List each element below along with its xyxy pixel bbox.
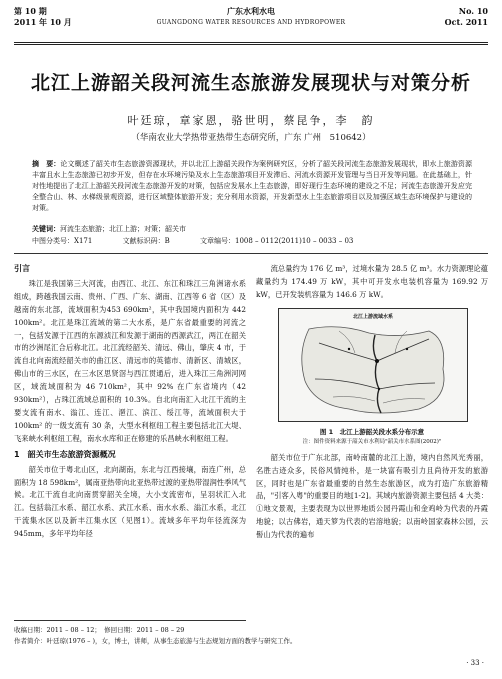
figure-caption: 图 1 北江上游韶关段水系分布示意 <box>319 427 425 436</box>
right-bottom-paragraph: 韶关市位于广东北部，南岭南麓的北江上游，境内自然风光秀丽，名胜古迹众多，民俗风情纯朴，是一块富有吸引力且尚待开发的旅游区，同时也是广东省最重要的自然生态旅游区，成为打造广东旅游精品，"引客入粤"的重要目的地[1-2]。其域内旅游资源主要包括 4 大类：①地文景观，主要表现为以世界地质公园丹霞山和金鸡岭为代表的丹霞地貌；以古佛岩，通天箩为代表的岩溶地貌；以南岭国家森林公园，云髻山为代表的遍布 <box>256 452 488 540</box>
header-issue-en: No. 10 <box>458 6 488 16</box>
doc-code: 文献标识码：B <box>122 237 170 245</box>
intro-heading: 引言 <box>14 264 30 273</box>
journal-name-en: GUANGDONG WATER RESOURCES AND HYDROPOWER <box>156 19 346 26</box>
paper-title: 北江上游韶关段河流生态旅游发展现状与对策分析 <box>30 72 471 94</box>
affiliation: （华南农业大学热带亚热带生态研究所，广东 广州 510642） <box>131 133 371 143</box>
river-system-map <box>278 308 468 422</box>
intro-paragraph: 珠江是我国第三大河流，由西江、北江、东江和珠江三角洲诸水系组成，跨越我国云南、贵州、广西、广东、湖南、江西等 6 省（区）及越南的东北部，流域面积为453 690km²，其中我国境内面积为 442 100km²。北江是珠江流域的第二大水系，是广东省最重要的河流之一，包括发源于江西的东源浈江和发源于湖南的西源武江，两江在韶关市的沙洲尾汇合后称北江。北江流经韶关、清远、佛山，肇庆 4 市，于流自北向南流经韶关市的曲江区、清远市的英德市、清新区、清城区，佛山市的三水区，在三水区思贤滘与西江贯通后，进入珠江三角洲河网区，域流域面积为 46 710km²，其中 92% 在广东省境内（42 930km²），占珠江流域总面积的 10.3%。自北向南汇入北江干流的主要支流有南水、滃江、连江、潖江、滨江、绥江等，流域面积大于 100km² 的一级支流有 30 条，大型水利枢纽工程主要包括北江大堤、飞来峡水利枢纽工程，南水水库和正在修建的乐昌峡水利枢纽工程。 <box>14 278 246 443</box>
header-date-en: Oct. 2011 <box>444 17 488 27</box>
figure-note: 注：图件资料来源于韶关市水利局"韶关市水系图(2002)" <box>302 438 442 445</box>
received-dates: 收稿日期：2011 – 08 – 12； 修回日期：2011 – 08 – 29 <box>14 626 185 634</box>
authors: 叶廷琼，章家恩，骆世明，蔡昆争，李 韵 <box>127 114 375 127</box>
clc-number: 中图分类号：X171 <box>32 237 93 245</box>
article-number: 文章编号：1008 – 0112(2011)10 – 0033 – 03 <box>199 237 354 245</box>
header-issue: 第 10 期 <box>14 6 47 16</box>
journal-name: 广东水利水电 <box>227 6 275 16</box>
town-marker <box>406 348 408 350</box>
classification-line <box>32 236 472 247</box>
header-rule-thin <box>14 44 488 45</box>
section-1-paragraph: 韶关市位于粤北山区，北向湖南，东北与江西接壤，南连广州，总面积为 18 598km²，属南亚热带向北亚热带过渡的亚热带湿润性季风气候。北江干流自北向南贯穿韶关全境，大小支流密布，呈羽状汇入北江。包括翁江水系、韶江水系、武江水系、南水水系、滃江水系，北江干流集水区以及新丰江集水区（见图1）。流域多年平均年径流深为 945mm，多年平均年径 <box>14 464 246 539</box>
map-title: 北江上游流域水系 <box>352 313 393 320</box>
basin-outline <box>302 326 444 412</box>
right-column <box>256 263 488 542</box>
figure-1 <box>256 306 488 446</box>
page-number: · 33 · <box>466 659 484 667</box>
header-rule <box>14 42 488 43</box>
header-date: 2011 年 10 月 <box>14 17 72 27</box>
town-marker <box>348 348 350 350</box>
right-top-paragraph: 流总量约为 176 亿 m³，过境水量为 28.5 亿 m³。水力资源理论蕴藏量约为 174.49 万 kW，其中可开发水电装机容量为 169.92 万 kW，已开发装机容量为 146.6 万 kW。 <box>256 264 488 299</box>
town-marker <box>378 388 380 390</box>
river-map-graphic <box>279 309 467 421</box>
abstract-label: 摘 要： <box>32 159 61 168</box>
section-rule <box>14 253 488 254</box>
keywords <box>32 223 472 235</box>
section-1-heading: 1 韶关市生态旅游资源概况 <box>14 449 116 459</box>
keywords-text: 河流生态旅游；北江上游；对策；韶关市 <box>60 225 186 233</box>
footnote <box>14 625 488 647</box>
header-right <box>445 6 488 28</box>
city-marker <box>375 359 379 363</box>
abstract <box>32 158 472 214</box>
abstract-text: 论文概述了韶关市生态旅游资源现状，并以北江上游韶关段作为案例研究区，分析了韶关段河流生态旅游发展现状，即水上旅游资源丰富且水上生态旅游已初步开发，但存在水环境污染及水上生态旅游项目开发滞后、河流水资源开发管理与当日开发等问题。在此基础上，针对性地提出了北江上游韶关段河流生态旅游开发的对策，包括应发展水上生态旅游，即好现行生态环境的建设之不足；河流生态旅游开发应完全整合山、林、水梯级景观资源，进行区域整体旅游开发；充分利用水资源，开发新型水上生态旅游项目以及加强区域生态环境保护与建设的对策。 <box>32 160 473 212</box>
author-bio: 作者简介：叶廷琼(1976 – )，女，博士，讲师，从事生态旅游与生态规划方面的教学与研究工作。 <box>14 637 297 645</box>
keywords-label: 关键词： <box>32 224 60 233</box>
footnote-rule <box>14 620 246 621</box>
running-header <box>14 6 488 40</box>
header-center <box>14 6 488 28</box>
left-column <box>14 263 246 541</box>
